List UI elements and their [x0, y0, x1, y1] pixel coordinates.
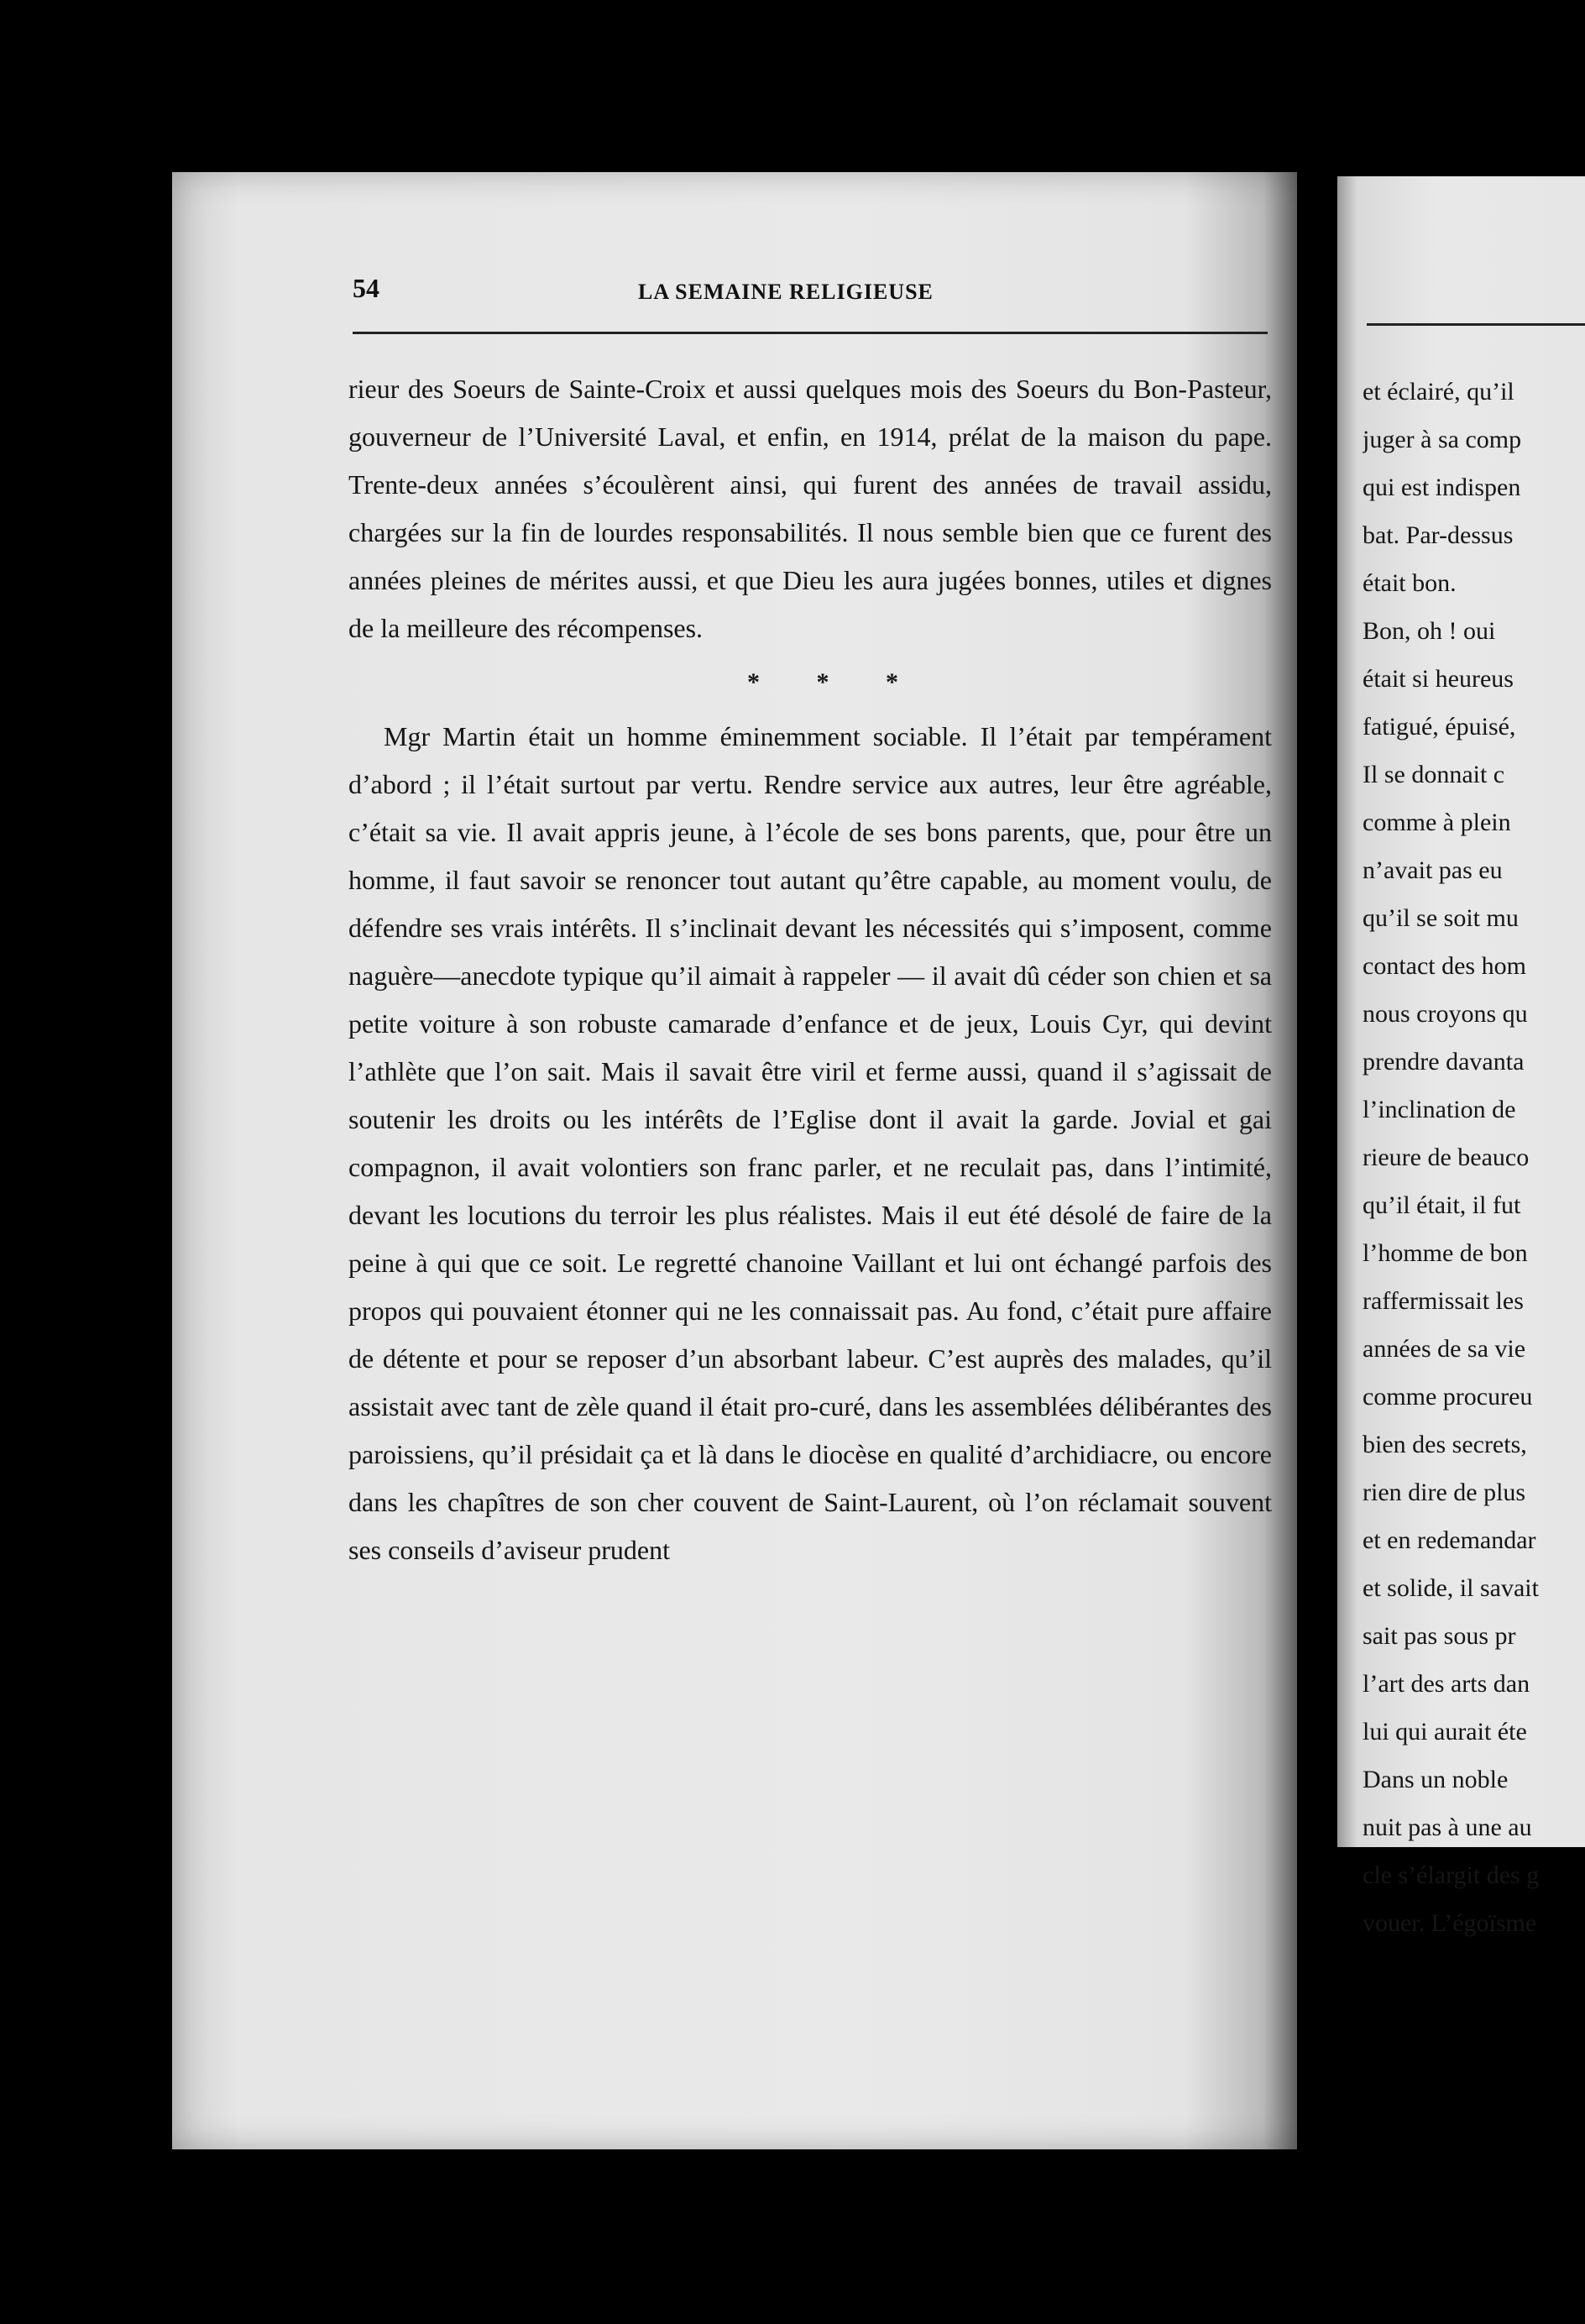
right-page-line: sait pas sous pr: [1363, 1622, 1516, 1650]
right-header-rule: [1367, 323, 1585, 326]
body-text: [348, 365, 1272, 1574]
right-page-line: était si heureus: [1363, 665, 1514, 693]
right-page-line: cle s’élargit des g: [1363, 1861, 1540, 1889]
header-rule: [353, 332, 1268, 334]
right-page-line: comme procureu: [1363, 1383, 1533, 1411]
right-page: [1337, 176, 1585, 1937]
right-page-line: et solide, il savait: [1363, 1574, 1539, 1602]
right-page-line: était bon.: [1363, 569, 1457, 597]
paragraph-1: rieur des Soeurs de Sainte-Croix et aussi quelques mois des Soeurs du Bon-Pasteur, gouverneur de l’Université Laval, et enfin, en 1914, prélat de la maison du pape. Trente-deux années s’écoulèrent ainsi, qui furent des années de travail assidu, chargées sur la fin de lourdes responsabilités. Il nous semble bien que ce furent des années pleines de mérites aussi, et que Dieu les aura jugées bonnes, utiles et dignes de la meilleure des récompenses.: [348, 374, 1272, 643]
page-heading: LA SEMAINE RELIGIEUSE: [638, 280, 934, 304]
right-page-line: contact des hom: [1363, 952, 1526, 980]
right-page-line: comme à plein: [1363, 809, 1511, 836]
left-page: [172, 172, 1297, 2149]
section-separator: * * *: [747, 668, 923, 696]
paragraph-2: Mgr Martin était un homme éminemment sociable. Il l’était par tempérament d’abord ; il l’était surtout par vertu. Rendre service aux autres, leur être agréable, c’était sa vie. Il avait appris jeune, à l’école de ses bons parents, que, pour être un homme, il faut savoir se renoncer tout autant qu’être capable, au moment voulu, de défendre ses vrais intérêts. Il s’inclinait devant les nécessités qui s’imposent, comme naguère—anecdote typique qu’il aimait à rappeler — il avait dû céder son chien et sa petite voiture à son robuste camarade d’enfance et de jeux, Louis Cyr, qui devint l’athlète que l’on sait. Mais il savait être viril et ferme aussi, quand il s’agissait de soutenir les droits ou les intérêts de l’Eglise dont il avait la garde. Jovial et gai compagnon, il avait volontiers son franc parler, et ne reculait pas, dans l’intimité, devant les locutions du terroir les plus réalistes. Mais il eut été désolé de faire de la peine à qui que ce soit. Le regretté chanoine Vaillant et lui ont échangé parfois des propos qui pouvaient étonner qui ne les connaissait pas. Au fond, c’était pure affaire de détente et pour se reposer d’un absorbant labeur. C’est auprès des malades, qu’il assistait avec tant de zèle quand il était pro-curé, dans les assemblées délibérantes des paroissiens, qu’il présidait ça et là dans le diocèse en qualité d’archidiacre, ou encore dans les chapîtres de son cher couvent de Saint-Laurent, où l’on réclamait souvent ses conseils d’aviseur prudent: [348, 721, 1272, 1565]
right-page-line: Il se donnait c: [1363, 761, 1505, 788]
right-page-line: qu’il se soit mu: [1363, 904, 1519, 932]
right-page-line: et en redemandar: [1363, 1526, 1536, 1554]
right-page-line: bien des secrets,: [1363, 1431, 1527, 1458]
right-page-line: rien dire de plus: [1363, 1479, 1526, 1506]
right-page-line: l’art des arts dan: [1363, 1670, 1530, 1698]
right-page-line: rieure de beauco: [1363, 1144, 1530, 1171]
right-page-line: n’avait pas eu: [1363, 856, 1503, 884]
right-page-line: nous croyons qu: [1363, 1000, 1528, 1028]
right-page-line: qu’il était, il fut: [1363, 1191, 1521, 1219]
right-page-line: Bon, oh ! oui: [1363, 617, 1496, 645]
right-page-line: bat. Par-dessus: [1363, 521, 1514, 549]
right-page-line: vouer. L’égoïsme: [1363, 1909, 1537, 1937]
right-page-line: prendre davanta: [1363, 1048, 1525, 1076]
right-page-line: nuit pas à une au: [1363, 1814, 1532, 1841]
running-head: [353, 273, 1268, 306]
right-page-line: fatigué, épuisé,: [1363, 713, 1516, 741]
page-number: 54: [353, 273, 379, 303]
right-page-line: raffermissait les: [1363, 1287, 1524, 1315]
right-page-line: et éclairé, qu’il: [1363, 378, 1514, 406]
right-page-line: lui qui aurait éte: [1363, 1718, 1527, 1746]
right-page-line: qui est indispen: [1363, 474, 1521, 501]
right-page-line: l’inclination de: [1363, 1096, 1516, 1123]
right-page-line: l’homme de bon: [1363, 1239, 1528, 1267]
right-page-line: années de sa vie: [1363, 1335, 1526, 1363]
right-page-text: [1363, 368, 1585, 1947]
right-page-line: Dans un noble: [1363, 1766, 1509, 1793]
right-page-line: juger à sa comp: [1363, 426, 1522, 453]
